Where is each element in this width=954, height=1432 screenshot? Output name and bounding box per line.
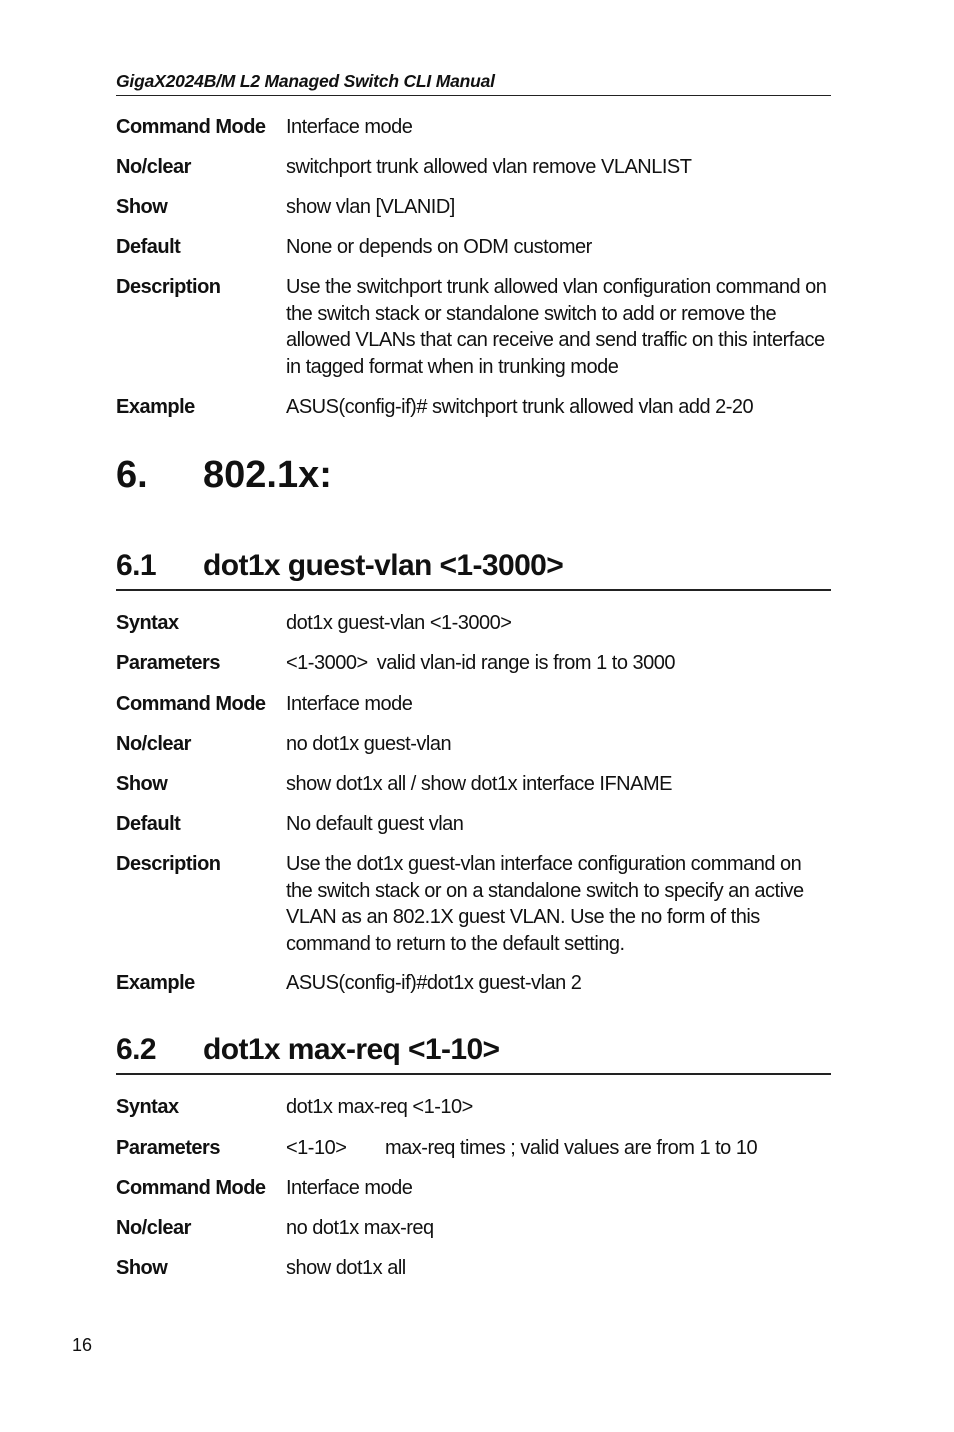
row-value: Interface mode <box>286 693 413 715</box>
param-name: <1-3000> <box>286 652 368 674</box>
param-description: max-req times ; valid values are from 1 to 10 <box>385 1137 758 1159</box>
section-title: dot1x guest-vlan <1-3000> <box>203 549 564 582</box>
section-number: 6.1 <box>116 549 156 582</box>
row-label: Default <box>116 813 181 835</box>
section-heading-6-2 <box>116 1031 831 1075</box>
row-value: Interface mode <box>286 116 413 138</box>
section-heading-6-1 <box>116 547 831 591</box>
page-number: 16 <box>72 1335 93 1355</box>
row-value: Interface mode <box>286 1177 413 1199</box>
row-label: Description <box>116 853 221 875</box>
row-value: show dot1x all / show dot1x interface IFNAME <box>286 773 672 795</box>
manual-title: GigaX2024B/M L2 Managed Switch CLI Manual <box>116 71 495 91</box>
row-value: None or depends on ODM customer <box>286 236 592 258</box>
row-label: Syntax <box>116 1096 179 1118</box>
row-value: No default guest vlan <box>286 813 464 835</box>
param-description: valid vlan-id range is from 1 to 3000 <box>376 652 676 674</box>
row-value: ASUS(config-if)# switchport trunk allowed vlan add 2-20 <box>286 396 754 418</box>
row-value: ASUS(config-if)#dot1x guest-vlan 2 <box>286 972 582 994</box>
row-label: Parameters <box>116 1137 220 1159</box>
row-label: Command Mode <box>116 693 266 715</box>
row-value: switchport trunk allowed vlan remove VLANLIST <box>286 156 692 178</box>
row-label: Command Mode <box>116 1177 266 1199</box>
row-label: Syntax <box>116 612 179 634</box>
param-name: <1-10> <box>286 1137 347 1159</box>
row-value: dot1x max-req <1-10> <box>286 1096 473 1118</box>
chapter-number: 6. <box>116 454 148 496</box>
section-number: 6.2 <box>116 1033 156 1066</box>
row-label: Parameters <box>116 652 220 674</box>
running-header <box>116 70 831 96</box>
row-value: dot1x guest-vlan <1-3000> <box>286 612 512 634</box>
row-label: Show <box>116 196 168 218</box>
row-value: Use the dot1x guest-vlan interface configuration command on the switch stack or on a standalone switch to specify an active VLAN as an 802.1X guest VLAN. Use the no form of this command to return to the default setting. <box>286 853 804 955</box>
row-label: Default <box>116 236 181 258</box>
row-value: show dot1x all <box>286 1257 406 1279</box>
row-label: No/clear <box>116 733 191 755</box>
chapter-title: 802.1x: <box>203 454 332 496</box>
row-label: Show <box>116 1257 168 1279</box>
row-value <box>286 1135 836 1162</box>
row-label: Example <box>116 396 195 418</box>
row-label: No/clear <box>116 1217 191 1239</box>
row-label: Command Mode <box>116 116 266 138</box>
row-value: show vlan [VLANID] <box>286 196 455 218</box>
row-value: Use the switchport trunk allowed vlan configuration command on the switch stack or standalone switch to add or remove the allowed VLANs that can receive and send traffic on this interface in tagged format when in trunking mode <box>286 276 827 378</box>
row-label: No/clear <box>116 156 191 178</box>
row-value: no dot1x guest-vlan <box>286 733 452 755</box>
row-value: no dot1x max-req <box>286 1217 434 1239</box>
row-value <box>286 650 836 677</box>
row-label: Example <box>116 972 195 994</box>
row-label: Show <box>116 773 168 795</box>
section-title: dot1x max-req <1-10> <box>203 1033 500 1066</box>
row-label: Description <box>116 276 221 298</box>
